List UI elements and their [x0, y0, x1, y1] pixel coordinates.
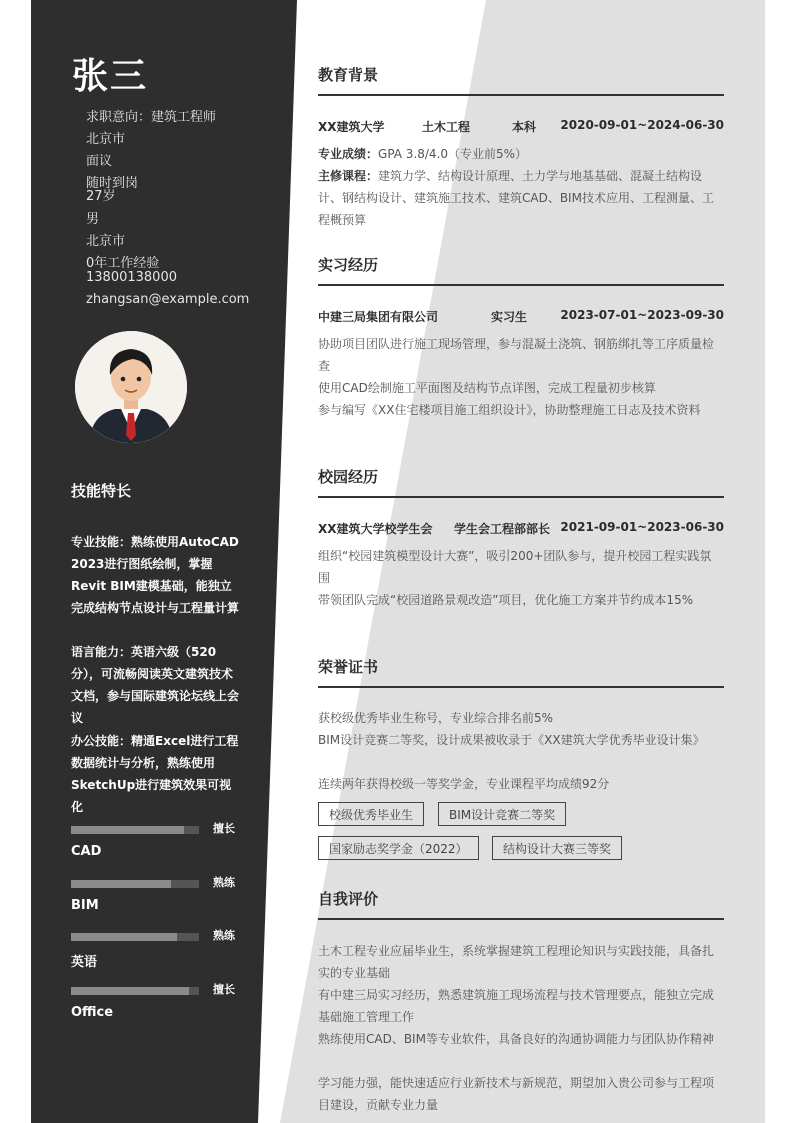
- education-period: 2020-09-01~2024-06-30: [560, 118, 724, 132]
- avatar: [75, 331, 187, 443]
- skill-professional-label: 专业技能：: [71, 535, 132, 549]
- skill-professional: [71, 531, 243, 619]
- skill-bar-bim: [71, 874, 249, 924]
- self-eval-item: 有中建三局实习经历，熟悉建筑施工现场流程与技术管理要点，能独立完成基础施工管理工作: [318, 988, 715, 1024]
- sidebar: [31, 0, 297, 1123]
- skill-bar-track: [71, 880, 199, 888]
- self-eval-item: 土木工程专业应届毕业生，系统掌握建筑工程理论知识与实践技能，具备扎实的专业基础: [318, 944, 715, 980]
- internship-item: 参与编写《XX住宅楼项目施工组织设计》，协助整理施工日志及技术资料: [318, 403, 701, 417]
- skill-language-label: 语言能力：: [71, 645, 132, 659]
- info-gender: 男: [86, 212, 100, 227]
- skill-office: [71, 730, 243, 818]
- education-degree: 本科: [512, 120, 537, 134]
- skill-level: 熟练: [213, 876, 235, 889]
- skill-language-text: 英语六级（520分），可流畅阅读英文建筑技术文档，参与国际建筑论坛线上会议: [71, 645, 240, 725]
- skill-bar-track: [71, 933, 199, 941]
- honor-tag: 国家励志奖学金（2022）: [318, 836, 479, 860]
- internship-role: 实习生: [491, 310, 528, 324]
- skill-bar-fill: [71, 987, 189, 995]
- main-content: [318, 0, 724, 1123]
- avatar-illustration: [75, 331, 187, 443]
- info-city: 北京市: [86, 132, 126, 147]
- honor-tag: 校级优秀毕业生: [318, 802, 424, 826]
- skill-name: 英语: [71, 955, 98, 970]
- skill-name: CAD: [71, 844, 102, 859]
- section-title-campus: 校园经历: [318, 466, 724, 498]
- skills-heading: 技能特长: [71, 482, 132, 500]
- education-courses-value: 建筑力学、结构设计原理、土力学与地基基础、混凝土结构设计、钢结构设计、建筑施工技术、建筑CAD、BIM技术应用、工程测量、工程概预算: [318, 169, 714, 227]
- skill-level: 擅长: [213, 983, 235, 996]
- skill-name: Office: [71, 1005, 114, 1020]
- section-title-self-evaluation: 自我评价: [318, 888, 724, 920]
- info-salary: 面议: [86, 154, 113, 169]
- education-score-value: GPA 3.8/4.0（专业前5%）: [378, 147, 528, 161]
- info-email: zhangsan@example.com: [86, 292, 250, 307]
- internship-period: 2023-07-01~2023-09-30: [560, 308, 724, 322]
- skill-name: BIM: [71, 898, 99, 913]
- skill-bar-english: [71, 927, 249, 977]
- skill-bar-track: [71, 826, 199, 834]
- self-eval-item: 学习能力强，能快速适应行业新技术与新规范，期望加入贵公司参与工程项目建设，贡献专业力量: [318, 1076, 715, 1112]
- education-major: 土木工程: [422, 120, 471, 134]
- internship-company: 中建三局集团有限公司: [318, 310, 439, 324]
- skill-bar-fill: [71, 826, 184, 834]
- education-courses-label: 主修课程：: [318, 169, 379, 183]
- section-title-internship: 实习经历: [318, 254, 724, 286]
- skill-office-text: 精通Excel进行工程数据统计与分析，熟练使用SketchUp进行建筑效果可视化: [71, 734, 239, 814]
- honor-item: 获校级优秀毕业生称号，专业综合排名前5%: [318, 711, 554, 725]
- education-courses: [318, 165, 722, 231]
- skill-language: [71, 641, 243, 729]
- skill-level: 擅长: [213, 822, 235, 835]
- campus-period: 2021-09-01~2023-06-30: [560, 520, 724, 534]
- info-location: 北京市: [86, 234, 126, 249]
- skill-bar-fill: [71, 880, 171, 888]
- candidate-name: 张三: [72, 56, 149, 97]
- internship-item: 使用CAD绘制施工平面图及结构节点详图，完成工程量初步核算: [318, 381, 656, 395]
- skill-level: 熟练: [213, 929, 235, 942]
- info-job-intention: 求职意向：建筑工程师: [86, 110, 217, 125]
- skill-bar-fill: [71, 933, 177, 941]
- info-age: 27岁: [86, 189, 116, 204]
- info-experience: 0年工作经验: [86, 256, 160, 271]
- education-school: XX建筑大学: [318, 120, 385, 134]
- education-score: [318, 143, 722, 165]
- education-score-label: 专业成绩：: [318, 147, 379, 161]
- skill-bar-cad: [71, 820, 249, 870]
- skill-professional-text: 熟练使用AutoCAD 2023进行图纸绘制，掌握Revit BIM建模基础，能独立完成结构节点设计与工程量计算: [71, 535, 240, 615]
- info-availability: 随时到岗: [86, 176, 139, 191]
- campus-role: 学生会工程部部长: [454, 522, 551, 536]
- campus-org: XX建筑大学校学生会: [318, 522, 433, 536]
- internship-item: 协助项目团队进行施工现场管理，参与混凝土浇筑、钢筋绑扎等工序质量检查: [318, 337, 715, 373]
- campus-item: 组织“校园建筑模型设计大赛”，吸引200+团队参与，提升校园工程实践氛围: [318, 549, 712, 585]
- self-eval-item: 熟练使用CAD、BIM等专业软件，具备良好的沟通协调能力与团队协作精神: [318, 1032, 714, 1046]
- section-title-education: 教育背景: [318, 64, 724, 96]
- honor-item: 连续两年获得校级一等奖学金，专业课程平均成绩92分: [318, 777, 610, 791]
- honor-item: BIM设计竞赛二等奖，设计成果被收录于《XX建筑大学优秀毕业设计集》: [318, 733, 705, 747]
- honor-tag: 结构设计大赛三等奖: [492, 836, 622, 860]
- honor-tag: BIM设计竞赛二等奖: [438, 802, 566, 826]
- section-title-honors: 荣誉证书: [318, 656, 724, 688]
- campus-item: 带领团队完成“校园道路景观改造”项目，优化施工方案并节约成本15%: [318, 593, 694, 607]
- skill-office-label: 办公技能：: [71, 734, 132, 748]
- skill-bar-office: [71, 981, 249, 1031]
- skill-bar-track: [71, 987, 199, 995]
- info-phone: 13800138000: [86, 270, 177, 285]
